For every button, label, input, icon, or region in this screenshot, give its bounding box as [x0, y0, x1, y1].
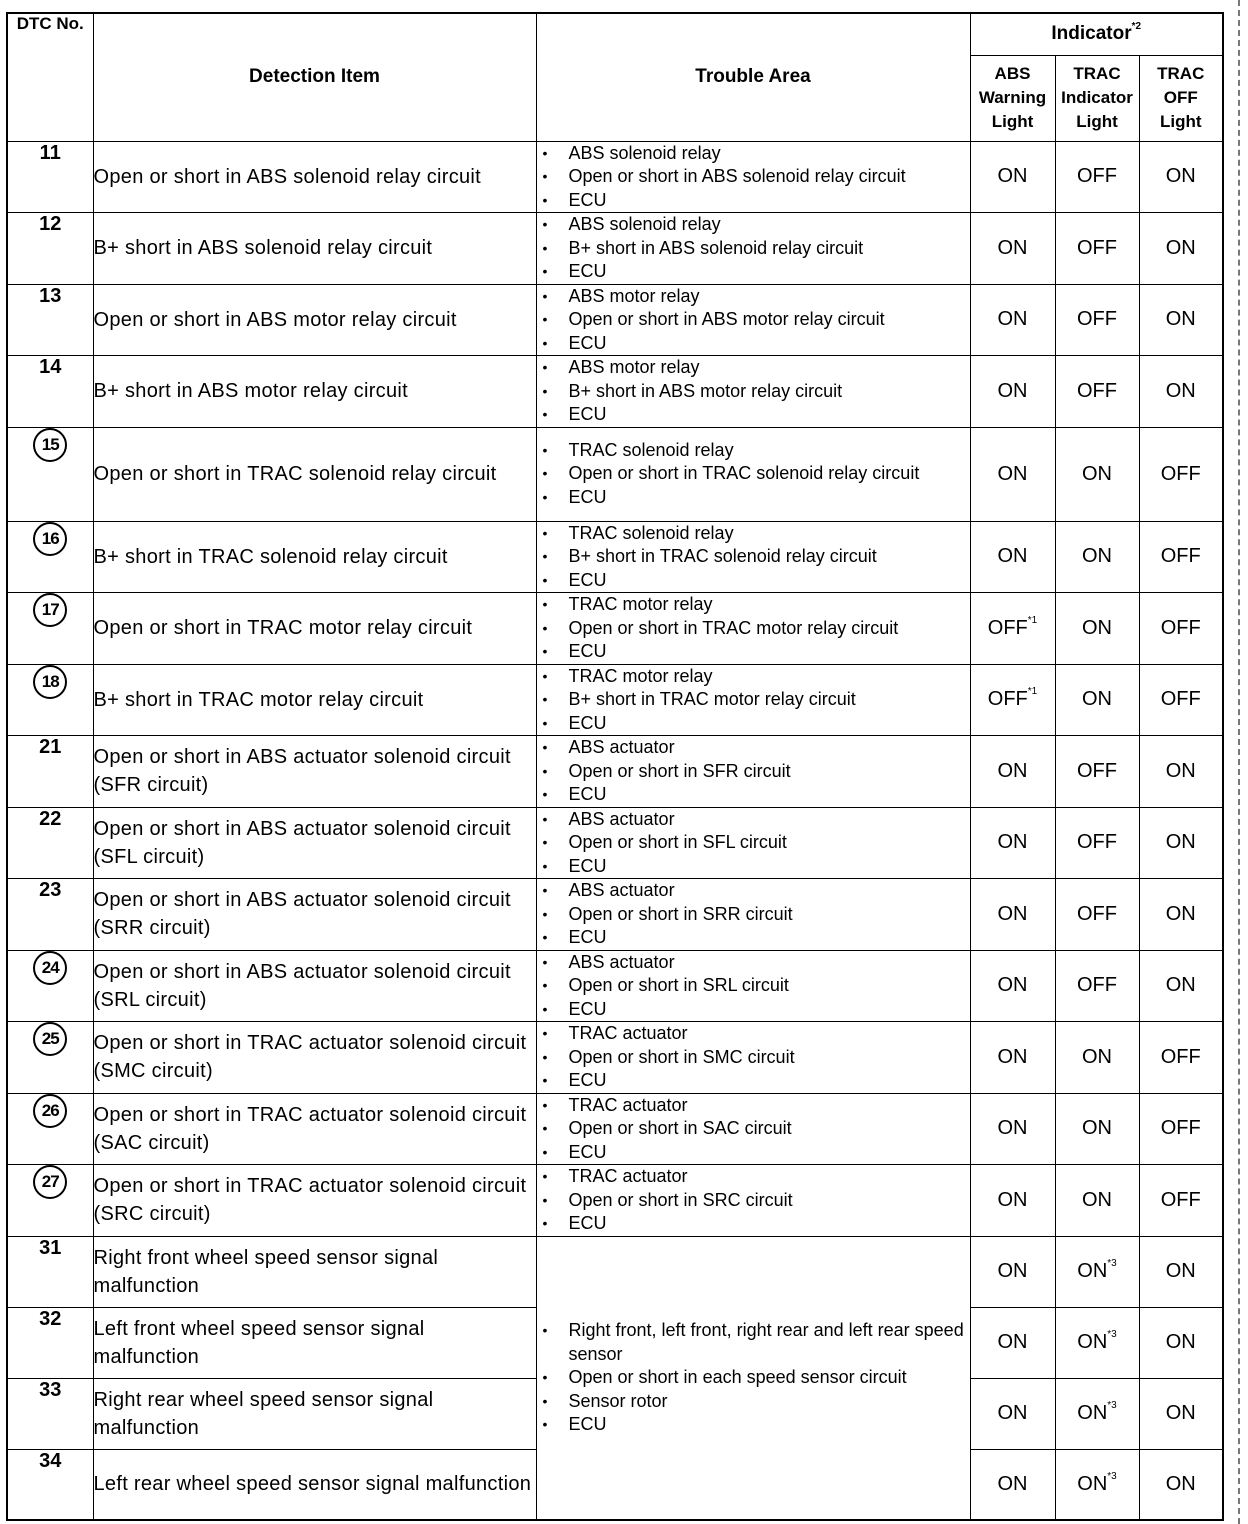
trac-off-light-status-value: ON	[1165, 1260, 1196, 1282]
trac-off-light-status-value: ON	[1165, 165, 1196, 188]
trouble-area-cell	[536, 1093, 970, 1165]
abs-warning-light-status-value: ON	[997, 1402, 1028, 1424]
dtc-number-circled: 16	[33, 522, 67, 556]
abs-warning-light-status-value: ON	[997, 1117, 1028, 1140]
abs-warning-light-line: Light	[991, 112, 1034, 131]
trac-off-light-status	[1139, 521, 1223, 593]
trouble-area-list-item: • ABS solenoid relay	[537, 142, 970, 166]
trouble-area-list-item: • ABS actuator	[537, 736, 970, 760]
abs-warning-light-status	[970, 1093, 1055, 1165]
trouble-area-list	[537, 1165, 970, 1236]
trouble-area-cell	[536, 521, 970, 593]
trouble-area-list-item: • Right front, left front, right rear and left rear speed sensor	[537, 1319, 970, 1366]
detection-item-cell: Open or short in ABS motor relay circuit	[93, 284, 536, 356]
abs-warning-light-status	[970, 1307, 1055, 1378]
detection-item-cell: Open or short in TRAC actuator solenoid circuit (SRC circuit)	[93, 1165, 536, 1237]
abs-warning-light-status	[970, 1236, 1055, 1307]
abs-warning-light-line: Warning	[978, 88, 1047, 107]
trac-indicator-light-status-value: OFF	[1077, 379, 1117, 402]
trac-off-light-status-value: ON	[1165, 379, 1196, 402]
dtc-number-circled: 15	[33, 428, 67, 462]
trac-indicator-light-status	[1055, 213, 1139, 285]
abs-warning-light-status-value: ON	[997, 974, 1028, 997]
trouble-area-list-item: • Sensor rotor	[537, 1390, 970, 1414]
trac-indicator-light-status-value: ON	[1077, 1402, 1108, 1424]
dtc-cell	[7, 213, 93, 285]
trouble-area-list-item: • ECU	[537, 855, 970, 879]
detection-item-cell: Open or short in TRAC actuator solenoid circuit (SAC circuit)	[93, 1093, 536, 1165]
trouble-area-list	[537, 1022, 970, 1093]
dtc-cell	[7, 736, 93, 808]
abs-warning-light-status-value: OFF	[987, 616, 1028, 639]
abs-warning-light-status-value: ON	[997, 831, 1028, 854]
trac-off-light-status	[1139, 1093, 1223, 1165]
trouble-area-list-item: • ABS actuator	[537, 951, 970, 975]
trac-off-light-status-value: OFF	[1160, 1117, 1201, 1140]
trouble-area-list	[537, 142, 970, 213]
trouble-area-list-item: • TRAC solenoid relay	[537, 439, 970, 463]
page-edge-dotted-line	[1238, 0, 1240, 1524]
trouble-area-list-item: • ECU	[537, 1413, 970, 1437]
abs-warning-light-status-value: ON	[997, 902, 1028, 925]
trac-indicator-light-status	[1055, 1236, 1139, 1307]
abs-warning-light-status	[970, 213, 1055, 285]
dtc-cell	[7, 1165, 93, 1237]
trouble-area-list-item: • Open or short in SRR circuit	[537, 903, 970, 927]
trac-off-light-status	[1139, 1236, 1223, 1307]
speed-sensor-trouble-area-cell	[536, 1236, 970, 1520]
detection-item-cell: Open or short in ABS actuator solenoid circuit (SRR circuit)	[93, 879, 536, 951]
trouble-area-list-item: • ABS motor relay	[537, 356, 970, 380]
trac-off-light-status-value: ON	[1165, 974, 1196, 997]
trouble-area-list-item: • TRAC solenoid relay	[537, 522, 970, 546]
trac-indicator-light-status	[1055, 1022, 1139, 1094]
abs-warning-light-status	[970, 356, 1055, 428]
abs-warning-light-status-value: ON	[997, 308, 1028, 331]
trac-off-light-status	[1139, 1449, 1223, 1520]
trac-indicator-light-status-value: OFF	[1077, 165, 1117, 188]
dtc-number-circled: 25	[33, 1022, 67, 1056]
trac-indicator-light-status-value: OFF	[1077, 759, 1117, 782]
trac-off-light-line: Light	[1159, 112, 1202, 131]
trouble-area-cell	[536, 1165, 970, 1237]
abs-warning-light-status	[970, 141, 1055, 213]
trouble-area-list-item: • TRAC actuator	[537, 1094, 970, 1118]
trouble-area-list	[537, 213, 970, 284]
trouble-area-list-item: • ECU	[537, 260, 970, 284]
trac-off-light-status	[1139, 950, 1223, 1022]
trouble-area-list-item: • B+ short in TRAC motor relay circuit	[537, 688, 970, 712]
abs-warning-light-status	[970, 284, 1055, 356]
trouble-area-list-item: • ECU	[537, 189, 970, 213]
trouble-area-cell	[536, 950, 970, 1022]
trac-off-light-line: TRAC	[1157, 64, 1205, 83]
trouble-area-cell	[536, 141, 970, 213]
trac-indicator-light-status-value: ON	[1082, 1117, 1112, 1140]
indicator-label: Indicator	[1051, 23, 1132, 45]
trac-indicator-light-status-value: ON	[1077, 1260, 1108, 1282]
trouble-area-list-item: • ECU	[537, 640, 970, 664]
trac-off-light-status	[1139, 736, 1223, 808]
abs-warning-light-status-value: ON	[997, 759, 1028, 782]
trac-indicator-light-status-value: OFF	[1077, 308, 1117, 331]
trac-indicator-light-status	[1055, 284, 1139, 356]
trouble-area-list-item: • ECU	[537, 1141, 970, 1165]
trouble-area-list-item: • TRAC motor relay	[537, 665, 970, 689]
detection-item-cell: Open or short in ABS solenoid relay circuit	[93, 141, 536, 213]
trac-off-light-status-value: ON	[1165, 1331, 1196, 1353]
trac-off-light-status	[1139, 879, 1223, 951]
trouble-area-list-item: • Open or short in SRL circuit	[537, 974, 970, 998]
trac-indicator-light-status-value: ON	[1082, 688, 1112, 711]
trouble-area-list-item: • Open or short in SAC circuit	[537, 1117, 970, 1141]
trouble-area-list-item: • Open or short in SRC circuit	[537, 1189, 970, 1213]
detection-item-cell: B+ short in TRAC motor relay circuit	[93, 664, 536, 736]
dtc-cell	[7, 807, 93, 879]
trac-indicator-light-line: TRAC	[1073, 64, 1121, 83]
trac-indicator-light-status-value: ON	[1077, 1331, 1108, 1353]
trouble-area-list-item: • TRAC actuator	[537, 1165, 970, 1189]
dtc-number: 23	[39, 879, 62, 901]
trouble-area-list-item: • Open or short in ABS solenoid relay circuit	[537, 165, 970, 189]
abs-warning-light-status	[970, 736, 1055, 808]
trouble-area-list-item: • ABS solenoid relay	[537, 213, 970, 237]
dtc-number: 21	[39, 736, 62, 758]
abs-warning-light-status-value: ON	[997, 1472, 1028, 1495]
trouble-area-list	[537, 522, 970, 593]
abs-warning-light-status	[970, 1022, 1055, 1094]
table-row	[7, 664, 1223, 736]
detection-item-cell: B+ short in ABS solenoid relay circuit	[93, 213, 536, 285]
detection-item-cell: Open or short in ABS actuator solenoid circuit (SRL circuit)	[93, 950, 536, 1022]
trouble-area-list-item: • Open or short in ABS motor relay circuit	[537, 308, 970, 332]
trac-indicator-light-header	[1055, 55, 1139, 141]
dtc-cell	[7, 950, 93, 1022]
dtc-table	[6, 12, 1224, 1521]
trouble-area-list-item: • Open or short in TRAC solenoid relay circuit	[537, 462, 970, 486]
trac-off-light-status	[1139, 213, 1223, 285]
dtc-cell	[7, 593, 93, 665]
trouble-area-cell	[536, 736, 970, 808]
trouble-area-cell	[536, 356, 970, 428]
dtc-number: 22	[39, 807, 62, 830]
trac-off-light-status-value: OFF	[1160, 545, 1201, 568]
detection-item-cell: Open or short in TRAC actuator solenoid circuit (SMC circuit)	[93, 1022, 536, 1094]
trac-indicator-light-status	[1055, 427, 1139, 521]
trac-indicator-light-status-value: ON	[1082, 616, 1112, 639]
trouble-area-list-item: • TRAC actuator	[537, 1022, 970, 1046]
detection-item-header: Detection Item	[93, 13, 536, 141]
table-row	[7, 427, 1223, 521]
dtc-cell	[7, 1307, 93, 1378]
trac-indicator-light-status-value: ON	[1082, 1045, 1112, 1068]
trac-off-light-status-value: OFF	[1160, 616, 1201, 639]
footnote-mark: *3	[1107, 1400, 1117, 1411]
trac-indicator-light-status	[1055, 356, 1139, 428]
dtc-number: 34	[39, 1449, 62, 1472]
trac-indicator-light-status-value: ON	[1082, 462, 1112, 485]
trouble-area-cell	[536, 213, 970, 285]
abs-warning-light-status-value: ON	[997, 1260, 1028, 1282]
dtc-cell	[7, 141, 93, 213]
trouble-area-list-item: • ECU	[537, 783, 970, 807]
dtc-number: 33	[39, 1378, 62, 1401]
dtc-number: 13	[39, 284, 62, 307]
trac-off-light-status	[1139, 1022, 1223, 1094]
trouble-area-list	[537, 285, 970, 356]
trac-indicator-light-status	[1055, 664, 1139, 736]
trouble-area-list	[537, 439, 970, 510]
trouble-area-cell	[536, 664, 970, 736]
trac-off-light-status-value: ON	[1165, 1472, 1196, 1495]
trac-off-light-status-value: ON	[1165, 759, 1196, 782]
trac-indicator-light-status	[1055, 736, 1139, 808]
trac-indicator-light-status	[1055, 1307, 1139, 1378]
trac-off-light-status	[1139, 427, 1223, 521]
trouble-area-cell	[536, 593, 970, 665]
trouble-area-list-item: • ECU	[537, 1212, 970, 1236]
abs-warning-light-status	[970, 950, 1055, 1022]
trac-indicator-light-status-value: ON	[1077, 1472, 1108, 1495]
table-row	[7, 879, 1223, 951]
abs-warning-light-status-value: ON	[997, 1188, 1028, 1211]
dtc-number: 12	[39, 213, 62, 235]
detection-item-cell: B+ short in ABS motor relay circuit	[93, 356, 536, 428]
table-row	[7, 1022, 1223, 1094]
trac-off-light-status	[1139, 664, 1223, 736]
detection-item-cell: Left rear wheel speed sensor signal malfunction	[93, 1449, 536, 1520]
trac-indicator-light-status-value: OFF	[1077, 902, 1117, 925]
abs-warning-light-status-value: ON	[997, 1045, 1028, 1068]
trac-indicator-light-status-value: OFF	[1077, 831, 1117, 854]
dtc-number-circled: 18	[33, 665, 67, 699]
dtc-cell	[7, 879, 93, 951]
dtc-cell	[7, 1022, 93, 1094]
trac-off-light-status	[1139, 284, 1223, 356]
trouble-area-list	[537, 356, 970, 427]
table-row	[7, 284, 1223, 356]
trac-off-light-status	[1139, 807, 1223, 879]
detection-item-cell: Open or short in TRAC motor relay circuit	[93, 593, 536, 665]
trac-indicator-light-status	[1055, 807, 1139, 879]
trouble-area-list	[537, 879, 970, 950]
footnote-mark: *3	[1107, 1329, 1117, 1340]
table-row	[7, 807, 1223, 879]
trouble-area-list	[537, 1094, 970, 1165]
dtc-table-body	[7, 141, 1223, 1520]
trac-indicator-light-status-value: ON	[1082, 545, 1112, 568]
table-row	[7, 950, 1223, 1022]
footnote-mark: *3	[1107, 1470, 1117, 1482]
trac-off-light-status	[1139, 356, 1223, 428]
table-row	[7, 356, 1223, 428]
trac-off-light-status-value: ON	[1165, 1402, 1196, 1424]
trac-off-light-status	[1139, 1307, 1223, 1378]
trac-off-light-status-value: OFF	[1160, 462, 1201, 485]
trac-indicator-light-status	[1055, 593, 1139, 665]
trouble-area-list-item: • ECU	[537, 332, 970, 356]
table-row	[7, 593, 1223, 665]
dtc-cell	[7, 1378, 93, 1449]
trouble-area-list-item: • Open or short in SFL circuit	[537, 831, 970, 855]
detection-item-cell: Open or short in ABS actuator solenoid circuit (SFR circuit)	[93, 736, 536, 808]
dtc-number: 32	[39, 1307, 62, 1330]
trouble-area-cell	[536, 284, 970, 356]
abs-warning-light-status-value: ON	[997, 236, 1028, 259]
trouble-area-list-item: • ECU	[537, 926, 970, 950]
trouble-area-header: Trouble Area	[536, 13, 970, 141]
footnote-mark: *1	[1027, 686, 1038, 698]
trac-indicator-light-status	[1055, 1165, 1139, 1237]
trac-indicator-light-status	[1055, 521, 1139, 593]
trac-indicator-light-line: Light	[1076, 112, 1118, 131]
dtc-number: 11	[39, 141, 61, 164]
trouble-area-list-item: • ECU	[537, 998, 970, 1022]
trouble-area-list-item: • B+ short in TRAC solenoid relay circuit	[537, 545, 970, 569]
trouble-area-list-item: • ABS motor relay	[537, 285, 970, 309]
trouble-area-list-item: • ABS actuator	[537, 879, 970, 903]
trac-indicator-light-status-value: OFF	[1077, 236, 1117, 259]
trac-off-light-header	[1139, 55, 1223, 141]
trac-off-light-line: OFF	[1163, 88, 1198, 107]
detection-item-cell: Right rear wheel speed sensor signal malfunction	[93, 1378, 536, 1449]
trac-indicator-light-status	[1055, 1378, 1139, 1449]
trouble-area-list-item: • B+ short in ABS motor relay circuit	[537, 380, 970, 404]
table-row	[7, 736, 1223, 808]
trouble-area-list	[537, 593, 970, 664]
trouble-area-cell	[536, 427, 970, 521]
trouble-area-list-item: • ECU	[537, 403, 970, 427]
abs-warning-light-header	[970, 55, 1055, 141]
trouble-area-list-item: • ECU	[537, 486, 970, 510]
detection-item-cell: Left front wheel speed sensor signal malfunction	[93, 1307, 536, 1378]
abs-warning-light-status	[970, 427, 1055, 521]
indicator-footnote: *2	[1131, 21, 1142, 33]
trouble-area-list-item: • Open or short in TRAC motor relay circuit	[537, 617, 970, 641]
trouble-area-list	[537, 665, 970, 736]
trouble-area-list	[537, 808, 970, 879]
trouble-area-list-item: • ABS actuator	[537, 808, 970, 832]
detection-item-cell: Right front wheel speed sensor signal malfunction	[93, 1236, 536, 1307]
trouble-area-cell	[536, 1022, 970, 1094]
trac-off-light-status	[1139, 593, 1223, 665]
trac-off-light-status	[1139, 1165, 1223, 1237]
trouble-area-list-item: • TRAC motor relay	[537, 593, 970, 617]
dtc-number-circled: 27	[33, 1165, 67, 1199]
dtc-number: 14	[39, 356, 62, 378]
trac-off-light-status-value: OFF	[1160, 688, 1201, 711]
trac-indicator-light-line: Indicator	[1061, 88, 1133, 107]
trac-indicator-light-status	[1055, 879, 1139, 951]
abs-warning-light-status-value: ON	[997, 462, 1028, 485]
trac-off-light-status-value: ON	[1165, 831, 1196, 854]
trac-off-light-status-value: ON	[1165, 236, 1196, 259]
trac-off-light-status	[1139, 1378, 1223, 1449]
trac-indicator-light-status	[1055, 1093, 1139, 1165]
trouble-area-list-item: • ECU	[537, 712, 970, 736]
table-row	[7, 213, 1223, 285]
trouble-area-list-item: • Open or short in each speed sensor circuit	[537, 1366, 970, 1390]
footnote-mark: *1	[1027, 614, 1038, 626]
trac-indicator-light-status	[1055, 1449, 1139, 1520]
trac-indicator-light-status	[1055, 950, 1139, 1022]
detection-item-cell: Open or short in TRAC solenoid relay circuit	[93, 427, 536, 521]
trouble-area-list-item: • Open or short in SFR circuit	[537, 760, 970, 784]
trac-off-light-status-value: OFF	[1160, 1045, 1201, 1068]
trouble-area-cell	[536, 807, 970, 879]
trouble-area-list-item: • ECU	[537, 1069, 970, 1093]
abs-warning-light-status-value: OFF	[987, 688, 1028, 711]
trouble-area-list	[537, 1319, 970, 1437]
dtc-number: 31	[39, 1236, 62, 1259]
dtc-number-circled: 26	[33, 1094, 67, 1128]
indicator-header	[970, 13, 1223, 55]
abs-warning-light-status	[970, 521, 1055, 593]
abs-warning-light-status	[970, 1165, 1055, 1237]
trouble-area-list-item: • Open or short in SMC circuit	[537, 1046, 970, 1070]
detection-item-cell: Open or short in ABS actuator solenoid circuit (SFL circuit)	[93, 807, 536, 879]
table-row	[7, 1093, 1223, 1165]
abs-warning-light-line: ABS	[994, 64, 1031, 83]
footnote-mark: *3	[1107, 1258, 1117, 1269]
abs-warning-light-status	[970, 879, 1055, 951]
dtc-number-circled: 24	[33, 951, 67, 985]
dtc-cell	[7, 1236, 93, 1307]
dtc-cell	[7, 284, 93, 356]
abs-warning-light-status-value: ON	[997, 545, 1028, 568]
trac-off-light-status	[1139, 141, 1223, 213]
trac-off-light-status-value: OFF	[1160, 1188, 1201, 1211]
abs-warning-light-status	[970, 807, 1055, 879]
trouble-area-list-item: • ECU	[537, 569, 970, 593]
table-row	[7, 1165, 1223, 1237]
abs-warning-light-status	[970, 1378, 1055, 1449]
dtc-cell	[7, 521, 93, 593]
abs-warning-light-status	[970, 593, 1055, 665]
abs-warning-light-status-value: ON	[997, 379, 1028, 402]
table-row	[7, 521, 1223, 593]
table-row	[7, 1236, 1223, 1307]
trouble-area-cell	[536, 879, 970, 951]
trac-indicator-light-status-value: ON	[1082, 1188, 1112, 1211]
table-row	[7, 141, 1223, 213]
abs-warning-light-status-value: ON	[997, 1331, 1028, 1353]
trouble-area-list-item: • B+ short in ABS solenoid relay circuit	[537, 237, 970, 261]
trac-off-light-status-value: ON	[1165, 308, 1196, 331]
dtc-no-header: DTC No.	[7, 13, 93, 141]
dtc-cell	[7, 427, 93, 521]
dtc-cell	[7, 1093, 93, 1165]
trac-indicator-light-status	[1055, 141, 1139, 213]
trouble-area-list	[537, 736, 970, 807]
trouble-area-list	[537, 951, 970, 1022]
dtc-cell	[7, 664, 93, 736]
abs-warning-light-status-value: ON	[997, 165, 1028, 188]
dtc-number-circled: 17	[33, 593, 67, 627]
abs-warning-light-status	[970, 1449, 1055, 1520]
dtc-cell	[7, 356, 93, 428]
detection-item-cell: B+ short in TRAC solenoid relay circuit	[93, 521, 536, 593]
dtc-cell	[7, 1449, 93, 1520]
trac-indicator-light-status-value: OFF	[1077, 974, 1117, 997]
abs-warning-light-status	[970, 664, 1055, 736]
trac-off-light-status-value: ON	[1165, 902, 1196, 925]
